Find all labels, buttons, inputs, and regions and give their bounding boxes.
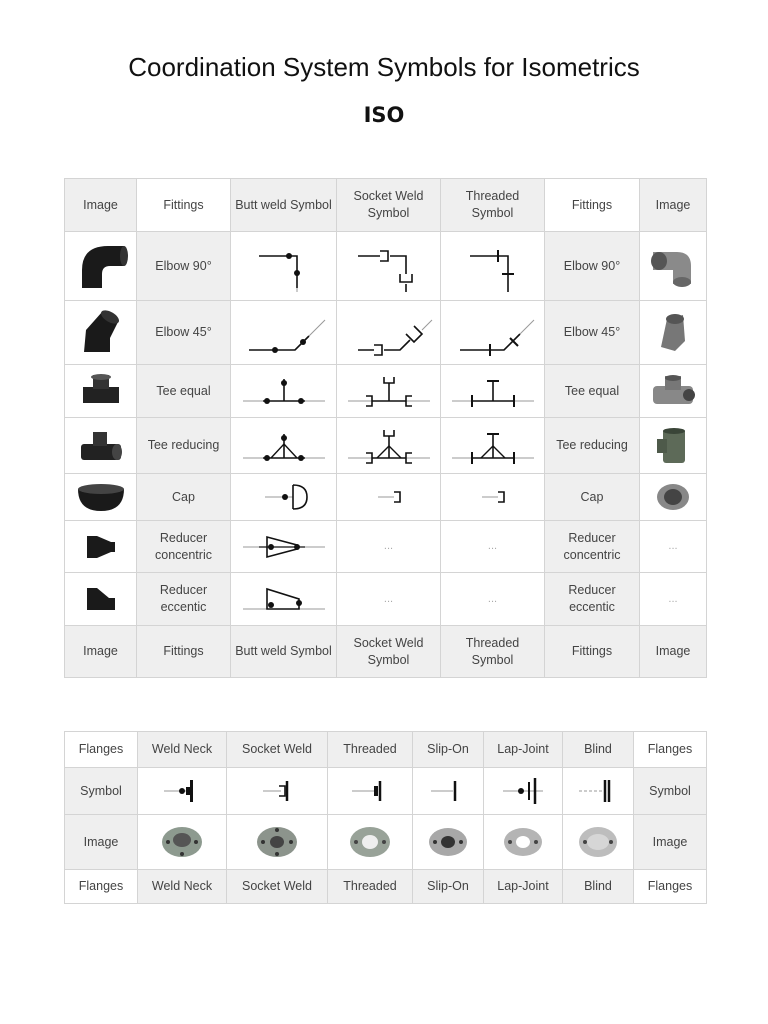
header-cell: Slip-On: [413, 732, 484, 768]
fitting-label: Cap: [545, 474, 640, 521]
table-row: [65, 365, 707, 418]
fittings-table: [64, 178, 707, 678]
header-cell: Threaded Symbol: [441, 179, 545, 232]
table-row: [65, 815, 707, 870]
threaded-na: ...: [441, 521, 545, 573]
fitting-label: Reducer eccentic: [137, 573, 231, 626]
threaded-symbol: [441, 365, 545, 418]
fitting-label: Elbow 90°: [545, 232, 640, 301]
footer-cell: Butt weld Symbol: [231, 626, 337, 678]
socket-weld-symbol: [337, 418, 441, 474]
tee-reducing-image: [65, 418, 137, 474]
header-cell: Lap-Joint: [484, 732, 563, 768]
elbow-45-forged-image: [640, 301, 707, 365]
socket-weld-na: ...: [337, 521, 441, 573]
fitting-label: Reducer concentric: [137, 521, 231, 573]
footer-cell: Socket Weld Symbol: [337, 626, 441, 678]
header-cell: Flanges: [65, 732, 138, 768]
footer-cell: Threaded Symbol: [441, 626, 545, 678]
threaded-na: ...: [441, 573, 545, 626]
fitting-label: Tee equal: [137, 365, 231, 418]
threaded-symbol: [441, 418, 545, 474]
fitting-label: Elbow 45°: [137, 301, 231, 365]
image-na: ...: [640, 521, 707, 573]
table-row: [65, 521, 707, 573]
fitting-label: Reducer eccentic: [545, 573, 640, 626]
threaded-symbol: [441, 232, 545, 301]
symbol-row-label: Symbol: [65, 768, 138, 815]
elbow-90-image: [65, 232, 137, 301]
tee-equal-image: [65, 365, 137, 418]
footer-cell: Blind: [563, 870, 634, 904]
header-cell: Image: [65, 179, 137, 232]
table-row: [65, 768, 707, 815]
table-row: [65, 573, 707, 626]
cap-forged-image: [640, 474, 707, 521]
reducer-concentric-image: [65, 521, 137, 573]
header-cell: Fittings: [545, 179, 640, 232]
socket-weld-symbol: [337, 301, 441, 365]
table-row: [65, 474, 707, 521]
header-cell: Threaded: [328, 732, 413, 768]
blind-image: [563, 815, 634, 870]
slip-on-symbol: [413, 768, 484, 815]
footer-cell: Weld Neck: [138, 870, 227, 904]
page-title: Coordination System Symbols for Isometrics: [128, 52, 640, 82]
header-cell: Socket Weld: [227, 732, 328, 768]
footer-cell: Slip-On: [413, 870, 484, 904]
footer-cell: Image: [640, 626, 707, 678]
header-cell: Flanges: [634, 732, 707, 768]
weld-neck-symbol: [138, 768, 227, 815]
threaded-flange-image: [328, 815, 413, 870]
fitting-label: Elbow 45°: [545, 301, 640, 365]
cap-image: [65, 474, 137, 521]
butt-weld-symbol: [231, 521, 337, 573]
fitting-label: Cap: [137, 474, 231, 521]
butt-weld-symbol: [231, 232, 337, 301]
table-footer-row: [65, 870, 707, 904]
footer-cell: Fittings: [137, 626, 231, 678]
elbow-45-image: [65, 301, 137, 365]
table-row: [65, 301, 707, 365]
table-footer-row: [65, 626, 707, 678]
image-row-label: Image: [634, 815, 707, 870]
fitting-label: Tee reducing: [545, 418, 640, 474]
table-header-row: [65, 732, 707, 768]
image-na: ...: [640, 573, 707, 626]
header-cell: Butt weld Symbol: [231, 179, 337, 232]
elbow-90-forged-image: [640, 232, 707, 301]
tee-equal-forged-image: [640, 365, 707, 418]
table-header-row: [65, 179, 707, 232]
butt-weld-symbol: [231, 474, 337, 521]
socket-weld-flange-symbol: [227, 768, 328, 815]
tee-reducing-forged-image: [640, 418, 707, 474]
header-cell: Blind: [563, 732, 634, 768]
socket-weld-flange-image: [227, 815, 328, 870]
footer-cell: Threaded: [328, 870, 413, 904]
fitting-label: Elbow 90°: [137, 232, 231, 301]
butt-weld-symbol: [231, 365, 337, 418]
threaded-flange-symbol: [328, 768, 413, 815]
socket-weld-na: ...: [337, 573, 441, 626]
page-subtitle: ISO: [363, 103, 405, 127]
header-cell: Image: [640, 179, 707, 232]
table-row: [65, 232, 707, 301]
lap-joint-symbol: [484, 768, 563, 815]
butt-weld-symbol: [231, 301, 337, 365]
lap-joint-image: [484, 815, 563, 870]
slip-on-image: [413, 815, 484, 870]
symbol-row-label: Symbol: [634, 768, 707, 815]
weld-neck-image: [138, 815, 227, 870]
footer-cell: Image: [65, 626, 137, 678]
threaded-symbol: [441, 474, 545, 521]
blind-symbol: [563, 768, 634, 815]
fitting-label: Tee reducing: [137, 418, 231, 474]
footer-cell: Flanges: [634, 870, 707, 904]
socket-weld-symbol: [337, 474, 441, 521]
table-row: [65, 418, 707, 474]
image-row-label: Image: [65, 815, 138, 870]
header-cell: Weld Neck: [138, 732, 227, 768]
footer-cell: Flanges: [65, 870, 138, 904]
socket-weld-symbol: [337, 365, 441, 418]
footer-cell: Fittings: [545, 626, 640, 678]
header-cell: Socket Weld Symbol: [337, 179, 441, 232]
flanges-table: [64, 731, 707, 904]
socket-weld-symbol: [337, 232, 441, 301]
reducer-eccentric-image: [65, 573, 137, 626]
footer-cell: Socket Weld: [227, 870, 328, 904]
header-cell: Fittings: [137, 179, 231, 232]
butt-weld-symbol: [231, 573, 337, 626]
fitting-label: Reducer concentric: [545, 521, 640, 573]
butt-weld-symbol: [231, 418, 337, 474]
fitting-label: Tee equal: [545, 365, 640, 418]
threaded-symbol: [441, 301, 545, 365]
footer-cell: Lap-Joint: [484, 870, 563, 904]
